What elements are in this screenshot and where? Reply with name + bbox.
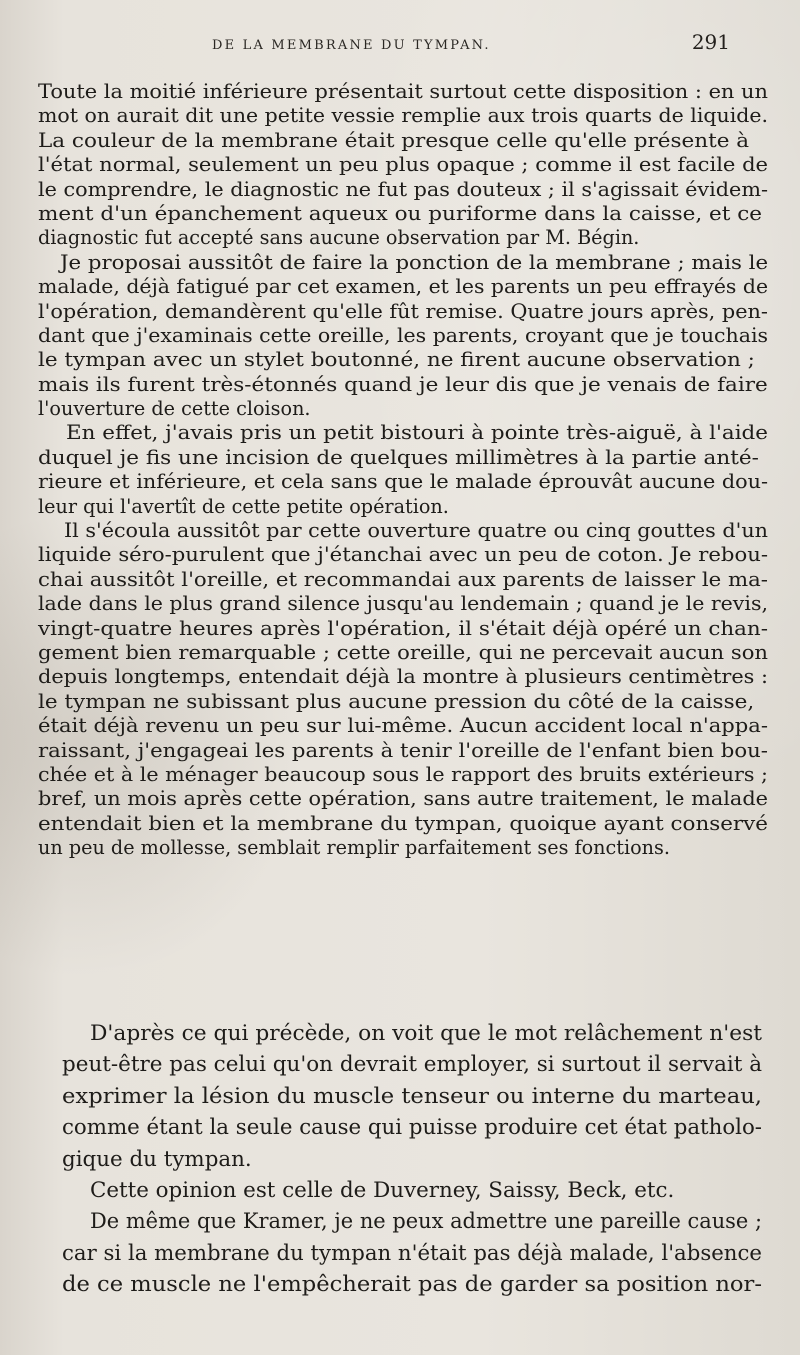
text-line	[38, 178, 768, 202]
text-line	[38, 104, 768, 128]
text-line	[62, 1018, 762, 1049]
text-line-content: le tympan avec un stylet boutonné, ne firent aucune observation ;	[38, 348, 755, 372]
text-line	[38, 543, 768, 567]
text-line-content: chée et à le ménager beaucoup sous le rapport des bruits extérieurs ;	[38, 762, 768, 786]
page-number: 291	[691, 30, 730, 54]
text-line-content: était déjà revenu un peu sur lui-même. Aucun accident local n'appa-	[38, 714, 768, 738]
text-line	[38, 812, 768, 836]
text-line-content: l'opération, demandèrent qu'elle fût remise. Quatre jours après, pen-	[38, 299, 768, 323]
text-line	[38, 617, 768, 641]
text-line-content: D'après ce qui précède, on voit que le mot relâchement n'est	[90, 1021, 762, 1046]
text-line	[38, 80, 768, 104]
text-line	[62, 1081, 762, 1112]
text-line	[38, 324, 768, 348]
text-line	[38, 300, 768, 324]
text-line-content: Cette opinion est celle de Duverney, Saissy, Beck, etc.	[90, 1177, 675, 1203]
text-line-content: gique du tympan.	[62, 1146, 252, 1172]
text-line-content: le tympan ne subissant plus aucune pression du côté de la caisse,	[38, 689, 755, 713]
text-line-content: de ce muscle ne l'empêcherait pas de garder sa position nor-	[62, 1272, 763, 1298]
text-line	[38, 397, 768, 421]
text-line-content: un peu de mollesse, semblait remplir parfaitement ses fonctions.	[38, 836, 670, 860]
text-line	[38, 519, 768, 543]
text-line-content: La couleur de la membrane était presque celle qu'elle présente à	[38, 128, 750, 152]
text-line	[38, 153, 768, 177]
text-line-content: De même que Kramer, je ne peux admettre une pareille cause ;	[90, 1209, 763, 1235]
text-line	[38, 202, 768, 226]
text-line-content: liquide séro-purulent que j'étanchai avec un peu de coton. Je rebou-	[38, 543, 768, 567]
text-line-content: leur qui l'avertît de cette petite opération.	[38, 494, 449, 518]
text-line	[38, 787, 768, 811]
text-line-content: mais ils furent très-étonnés quand je leur dis que je venais de faire	[38, 372, 768, 396]
text-line	[38, 763, 768, 787]
text-line-content: raissant, j'engageai les parents à tenir l'oreille de l'enfant bien bou-	[38, 738, 768, 762]
text-line	[38, 470, 768, 494]
text-line	[38, 739, 768, 763]
text-line	[38, 836, 768, 860]
text-line-content: dant que j'examinais cette oreille, les parents, croyant que je touchais	[38, 323, 769, 347]
text-line	[38, 421, 768, 445]
text-line	[38, 373, 768, 397]
text-line	[38, 251, 768, 275]
text-line	[62, 1238, 762, 1269]
text-line	[38, 714, 768, 738]
text-line-content: l'ouverture de cette cloison.	[38, 397, 311, 421]
text-line	[38, 568, 768, 592]
text-line-content: car si la membrane du tympan n'était pas déjà malade, l'absence	[62, 1240, 762, 1266]
text-line-content: ment d'un épanchement aqueux ou puriforme dans la caisse, et ce	[38, 201, 762, 225]
text-line-content: le comprendre, le diagnostic ne fut pas douteux ; il s'agissait évidem-	[38, 177, 769, 201]
text-line	[38, 275, 768, 299]
text-line-content: diagnostic fut accepté sans aucune observation par M. Bégin.	[38, 226, 640, 250]
running-head	[0, 30, 800, 60]
text-line-content: Je proposai aussitôt de faire la ponction de la membrane ; mais le	[60, 250, 769, 274]
text-line-content: malade, déjà fatigué par cet examen, et les parents un peu effrayés de	[38, 275, 769, 299]
text-line-content: mot on aurait dit une petite vessie remplie aux trois quarts de liquide.	[38, 104, 769, 128]
text-line	[62, 1206, 762, 1237]
text-line-content: Toute la moitié inférieure présentait surtout cette disposition : en un	[38, 80, 768, 103]
main-print-text	[62, 1018, 762, 1301]
text-line-content: entendait bien et la membrane du tympan, quoique ayant conservé	[38, 811, 768, 835]
text-line-content: exprimer la lésion du muscle tenseur ou interne du marteau,	[62, 1083, 763, 1109]
text-line	[38, 226, 768, 250]
text-line-content: bref, un mois après cette opération, sans autre traitement, le malade	[38, 787, 768, 811]
text-line	[62, 1175, 762, 1206]
text-line-content: vingt-quatre heures après l'opération, il s'était déjà opéré un chan-	[38, 616, 768, 640]
text-line	[62, 1112, 762, 1143]
text-line	[38, 446, 768, 470]
running-title: DE LA MEMBRANE DU TYMPAN.	[212, 38, 491, 53]
text-line-content: depuis longtemps, entendait déjà la montre à plusieurs centimètres :	[38, 665, 769, 689]
text-line-content: duquel je fis une incision de quelques millimètres à la partie anté-	[38, 445, 759, 469]
text-line-content: Il s'écoula aussitôt par cette ouverture quatre ou cinq gouttes d'un	[64, 519, 768, 543]
text-line	[62, 1049, 762, 1080]
text-line	[38, 495, 768, 519]
text-line-content: peut-être pas celui qu'on devrait employer, si surtout il servait à	[62, 1052, 763, 1078]
text-line-content: gement bien remarquable ; cette oreille, qui ne percevait aucun son	[38, 640, 769, 664]
small-print-text	[38, 80, 768, 861]
text-line	[38, 641, 768, 665]
text-line	[62, 1144, 762, 1175]
text-line-content: chai aussitôt l'oreille, et recommandai aux parents de laisser le ma-	[38, 567, 768, 591]
text-line-content: lade dans le plus grand silence jusqu'au lendemain ; quand je le revis,	[38, 592, 769, 616]
text-line	[38, 690, 768, 714]
text-line	[38, 129, 768, 153]
text-line-content: comme étant la seule cause qui puisse produire cet état patholo-	[62, 1115, 763, 1141]
text-line	[38, 665, 768, 689]
text-line	[38, 592, 768, 616]
text-line	[62, 1269, 762, 1300]
text-line-content: rieure et inférieure, et cela sans que le malade éprouvât aucune dou-	[38, 470, 769, 494]
text-line	[38, 348, 768, 372]
text-line-content: l'état normal, seulement un peu plus opaque ; comme il est facile de	[38, 153, 769, 177]
text-line-content: En effet, j'avais pris un petit bistouri à pointe très-aiguë, à l'aide	[66, 421, 768, 445]
